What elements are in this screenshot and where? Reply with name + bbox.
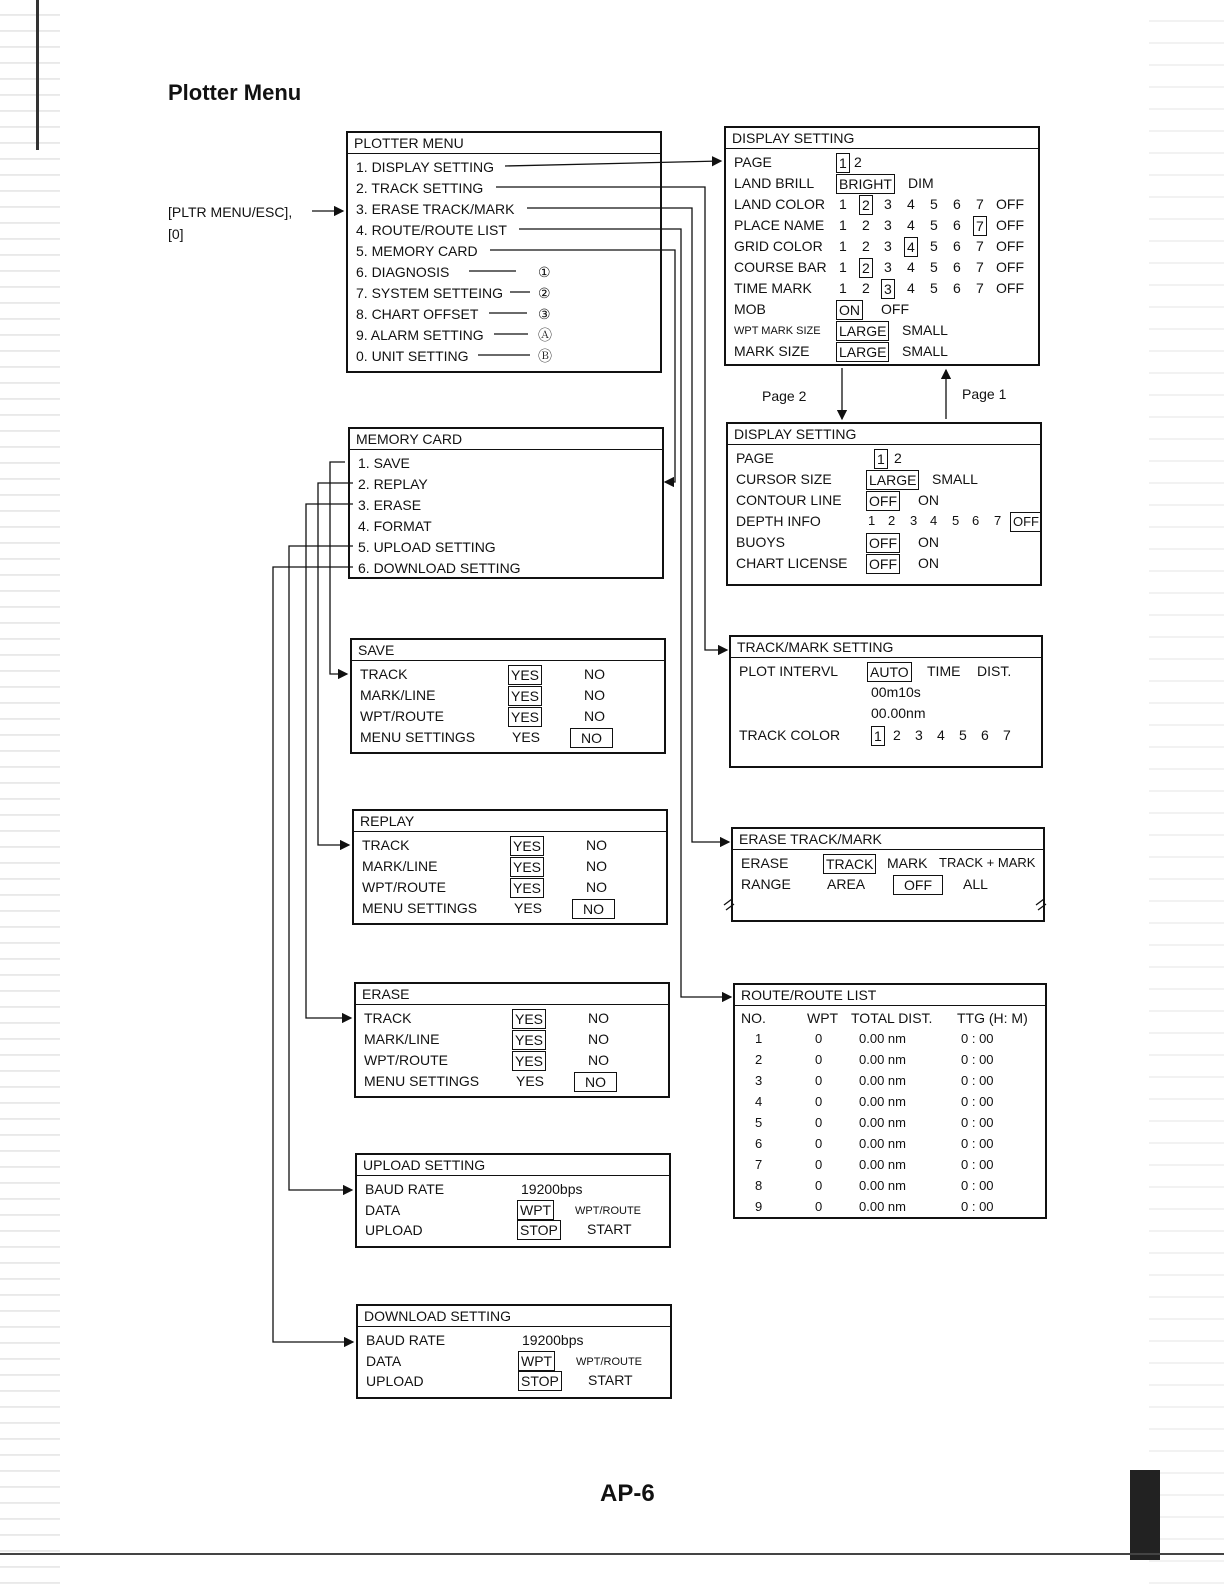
memory-card-box xyxy=(348,427,664,579)
tm-color-6[interactable]: 6 xyxy=(981,727,989,743)
page1-label: Page 1 xyxy=(962,386,1007,402)
display-setting-page1-box xyxy=(724,126,1040,366)
ds1-time-mark-opt-4[interactable]: 4 xyxy=(907,280,915,296)
download-stop[interactable]: STOP xyxy=(518,1371,562,1391)
scan-right-mark xyxy=(1130,1470,1160,1560)
menu-item-system-setting[interactable]: 7. SYSTEM SETTEING xyxy=(356,285,504,301)
route-row-6-no: 6 xyxy=(755,1136,763,1151)
ds1-wpt-mark-large[interactable]: LARGE xyxy=(836,321,889,341)
tm-label-plot-interval: PLOT INTERVL xyxy=(739,663,839,679)
ds2-label-page: PAGE xyxy=(736,450,774,466)
ds1-label-course-bar: COURSE BAR xyxy=(734,259,827,275)
ds1-label-mark-size: MARK SIZE xyxy=(734,343,810,359)
replay-yes-3[interactable]: YES xyxy=(514,900,543,916)
ds1-land-color-opt-3[interactable]: 3 xyxy=(884,196,892,212)
route-row-3-dist: 0.00 nm xyxy=(859,1073,906,1088)
erase-no-1[interactable]: NO xyxy=(588,1031,609,1047)
key-label-line-2: [0] xyxy=(168,226,184,242)
erase-no-3[interactable]: NO xyxy=(574,1072,617,1092)
etm-erase-track-mark[interactable]: TRACK + MARK xyxy=(939,855,1036,870)
tm-color-3[interactable]: 3 xyxy=(915,727,923,743)
route-col-total-dist: TOTAL DIST. xyxy=(851,1010,933,1026)
memory-card-title: MEMORY CARD xyxy=(350,429,662,450)
scan-left-line xyxy=(36,0,39,150)
route-col-ttg: TTG (H: M) xyxy=(957,1010,1028,1026)
erase-yes-1[interactable]: YES xyxy=(512,1030,546,1050)
replay-label-0: TRACK xyxy=(362,837,410,853)
ds1-time-mark-opt-3[interactable]: 3 xyxy=(881,279,895,299)
ds1-grid-color-opt-off[interactable]: OFF xyxy=(996,238,1024,254)
download-data-wpt-route[interactable]: WPT/ROUTE xyxy=(576,1356,642,1368)
menu-item-diagnosis[interactable]: 6. DIAGNOSIS xyxy=(356,264,450,280)
save-no-1[interactable]: NO xyxy=(584,687,605,703)
download-baud-value[interactable]: 19200bps xyxy=(522,1332,584,1348)
menu-item-alarm-setting[interactable]: 9. ALARM SETTING xyxy=(356,327,484,343)
erase-label-2: WPT/ROUTE xyxy=(364,1052,448,1068)
replay-title: REPLAY xyxy=(354,811,666,832)
route-row-7-dist: 0.00 nm xyxy=(859,1157,906,1172)
ds2-depth-opt-7[interactable]: 7 xyxy=(994,513,1002,528)
route-row-1-ttg: 0 : 00 xyxy=(961,1031,994,1046)
save-yes-0[interactable]: YES xyxy=(508,665,542,685)
tm-interval-auto[interactable]: AUTO xyxy=(867,662,912,682)
ds2-label-depth-info: DEPTH INFO xyxy=(736,513,821,529)
ds2-buoys-on[interactable]: ON xyxy=(918,534,939,550)
plotter-menu-box xyxy=(346,131,662,373)
scan-right-edge xyxy=(1149,0,1224,1584)
ds2-buoys-off[interactable]: OFF xyxy=(866,533,900,553)
route-row-6-dist: 0.00 nm xyxy=(859,1136,906,1151)
route-row-9-no: 9 xyxy=(755,1199,763,1214)
ds1-grid-color-opt-4[interactable]: 4 xyxy=(904,237,918,257)
ds2-depth-opt-2[interactable]: 2 xyxy=(888,513,896,528)
ds2-page-2[interactable]: 2 xyxy=(894,450,902,466)
ds1-mark-size-large[interactable]: LARGE xyxy=(836,342,889,362)
ds1-land-color-opt-4[interactable]: 4 xyxy=(907,196,915,212)
tm-time-value[interactable]: 00m10s xyxy=(871,684,921,700)
ds1-course-bar-opt-1[interactable]: 1 xyxy=(839,259,847,275)
ds2-license-off[interactable]: OFF xyxy=(866,554,900,574)
save-label-3: MENU SETTINGS xyxy=(360,729,476,745)
mc-item-download-setting[interactable]: 6. DOWNLOAD SETTING xyxy=(358,560,521,576)
mc-item-replay[interactable]: 2. REPLAY xyxy=(358,476,428,492)
ds1-page-2[interactable]: 2 xyxy=(854,154,862,170)
route-row-6-wpt: 0 xyxy=(815,1136,823,1151)
upload-start[interactable]: START xyxy=(587,1221,632,1237)
route-row-7-no: 7 xyxy=(755,1157,763,1172)
ds1-course-bar-opt-4[interactable]: 4 xyxy=(907,259,915,275)
menu-item-unit-setting[interactable]: 0. UNIT SETTING xyxy=(356,348,469,364)
menu-item-memory-card[interactable]: 5. MEMORY CARD xyxy=(356,243,478,259)
route-row-2-dist: 0.00 nm xyxy=(859,1052,906,1067)
erase-label-1: MARK/LINE xyxy=(364,1031,440,1047)
tm-color-1[interactable]: 1 xyxy=(871,726,885,746)
ds2-label-chart-license: CHART LICENSE xyxy=(736,555,848,571)
route-list-title: ROUTE/ROUTE LIST xyxy=(735,985,1045,1006)
replay-label-1: MARK/LINE xyxy=(362,858,438,874)
ds1-label-land-brill: LAND BRILL xyxy=(734,175,815,191)
page-number: AP-6 xyxy=(600,1480,655,1507)
route-row-6-ttg: 0 : 00 xyxy=(961,1136,994,1151)
route-row-1-dist: 0.00 nm xyxy=(859,1031,906,1046)
save-box xyxy=(350,638,666,754)
key-label xyxy=(168,201,292,245)
tm-interval-dist[interactable]: DIST. xyxy=(977,663,1012,679)
route-row-8-wpt: 0 xyxy=(815,1178,823,1193)
download-setting-box xyxy=(356,1304,672,1399)
erase-track-mark-box xyxy=(731,827,1045,922)
route-row-9-dist: 0.00 nm xyxy=(859,1199,906,1214)
tm-color-5[interactable]: 5 xyxy=(959,727,967,743)
erase-yes-3[interactable]: YES xyxy=(516,1073,545,1089)
route-row-4-ttg: 0 : 00 xyxy=(961,1094,994,1109)
ds1-time-mark-opt-off[interactable]: OFF xyxy=(996,280,1024,296)
ds1-page-1[interactable]: 1 xyxy=(836,153,850,173)
download-title: DOWNLOAD SETTING xyxy=(358,1306,670,1327)
tm-label-track-color: TRACK COLOR xyxy=(739,727,841,743)
erase-track-mark-title: ERASE TRACK/MARK xyxy=(733,829,1043,850)
ds1-land-color-opt-off[interactable]: OFF xyxy=(996,196,1024,212)
marker-1: ① xyxy=(538,264,551,280)
ds1-grid-color-opt-5[interactable]: 5 xyxy=(930,238,938,254)
ds1-label-mob: MOB xyxy=(734,301,766,317)
scan-bottom-line xyxy=(0,1553,1224,1555)
page2-label: Page 2 xyxy=(762,388,807,404)
download-label-upload: UPLOAD xyxy=(366,1373,424,1389)
save-label-2: WPT/ROUTE xyxy=(360,708,444,724)
ds1-land-color-opt-1[interactable]: 1 xyxy=(839,196,847,212)
mc-item-upload-setting[interactable]: 5. UPLOAD SETTING xyxy=(358,539,496,555)
mc-item-format[interactable]: 4. FORMAT xyxy=(358,518,432,534)
ds1-grid-color-opt-2[interactable]: 2 xyxy=(862,238,870,254)
route-row-3-ttg: 0 : 00 xyxy=(961,1073,994,1088)
ds1-course-bar-opt-2[interactable]: 2 xyxy=(859,258,873,278)
ds1-mob-on[interactable]: ON xyxy=(836,300,863,320)
display-setting-2-title: DISPLAY SETTING xyxy=(728,424,1040,445)
ds1-label-grid-color: GRID COLOR xyxy=(734,238,823,254)
route-col-no: NO. xyxy=(741,1010,766,1026)
mc-item-save[interactable]: 1. SAVE xyxy=(358,455,410,471)
ds1-mark-size-small[interactable]: SMALL xyxy=(902,343,948,359)
upload-title: UPLOAD SETTING xyxy=(357,1155,669,1176)
upload-setting-box xyxy=(355,1153,671,1248)
ds1-grid-color-opt-1[interactable]: 1 xyxy=(839,238,847,254)
menu-item-erase-track-mark[interactable]: 3. ERASE TRACK/MARK xyxy=(356,201,515,217)
route-row-8-ttg: 0 : 00 xyxy=(961,1178,994,1193)
ds1-land-brill-dim[interactable]: DIM xyxy=(908,175,934,191)
replay-label-3: MENU SETTINGS xyxy=(362,900,478,916)
download-data-wpt[interactable]: WPT xyxy=(518,1351,555,1371)
download-label-baud: BAUD RATE xyxy=(366,1332,446,1348)
marker-2: ② xyxy=(538,285,551,301)
ds2-depth-opt-4[interactable]: 4 xyxy=(930,513,938,528)
upload-label-baud: BAUD RATE xyxy=(365,1181,445,1197)
save-no-3[interactable]: NO xyxy=(570,728,613,748)
replay-yes-1[interactable]: YES xyxy=(510,857,544,877)
ds2-depth-opt-6[interactable]: 6 xyxy=(972,513,980,528)
route-row-1-no: 1 xyxy=(755,1031,763,1046)
route-row-4-wpt: 0 xyxy=(815,1094,823,1109)
replay-yes-0[interactable]: YES xyxy=(510,836,544,856)
erase-no-2[interactable]: NO xyxy=(588,1052,609,1068)
route-row-9-wpt: 0 xyxy=(815,1199,823,1214)
route-row-2-no: 2 xyxy=(755,1052,763,1067)
ds1-place-name-opt-2[interactable]: 2 xyxy=(862,217,870,233)
upload-data-wpt-route[interactable]: WPT/ROUTE xyxy=(575,1205,641,1217)
erase-label-3: MENU SETTINGS xyxy=(364,1073,480,1089)
replay-label-2: WPT/ROUTE xyxy=(362,879,446,895)
replay-no-0[interactable]: NO xyxy=(586,837,607,853)
ds1-wpt-mark-small[interactable]: SMALL xyxy=(902,322,948,338)
erase-yes-2[interactable]: YES xyxy=(512,1051,546,1071)
upload-data-wpt[interactable]: WPT xyxy=(517,1200,554,1220)
ds1-course-bar-opt-off[interactable]: OFF xyxy=(996,259,1024,275)
mc-item-erase[interactable]: 3. ERASE xyxy=(358,497,422,513)
route-row-5-ttg: 0 : 00 xyxy=(961,1115,994,1130)
ds1-grid-color-opt-6[interactable]: 6 xyxy=(953,238,961,254)
save-yes-2[interactable]: YES xyxy=(508,707,542,727)
ds2-depth-opt-3[interactable]: 3 xyxy=(910,513,918,528)
route-row-2-wpt: 0 xyxy=(815,1052,823,1067)
tm-interval-time[interactable]: TIME xyxy=(927,663,961,679)
etm-range-all[interactable]: ALL xyxy=(963,876,988,892)
ds1-label-time-mark: TIME MARK xyxy=(734,280,812,296)
route-row-8-no: 8 xyxy=(755,1178,763,1193)
save-yes-1[interactable]: YES xyxy=(508,686,542,706)
track-mark-setting-box xyxy=(729,635,1043,768)
menu-item-track-setting[interactable]: 2. TRACK SETTING xyxy=(356,180,484,196)
upload-stop[interactable]: STOP xyxy=(517,1220,561,1240)
upload-label-upload: UPLOAD xyxy=(365,1222,423,1238)
replay-yes-2[interactable]: YES xyxy=(510,878,544,898)
replay-no-2[interactable]: NO xyxy=(586,879,607,895)
route-row-4-dist: 0.00 nm xyxy=(859,1094,906,1109)
display-setting-page2-box xyxy=(726,422,1042,586)
ds1-time-mark-opt-6[interactable]: 6 xyxy=(953,280,961,296)
ds1-place-name-opt-off[interactable]: OFF xyxy=(996,217,1024,233)
route-row-5-dist: 0.00 nm xyxy=(859,1115,906,1130)
ds1-place-name-opt-5[interactable]: 5 xyxy=(930,217,938,233)
page-title: Plotter Menu xyxy=(168,80,302,105)
ds2-cursor-large[interactable]: LARGE xyxy=(866,470,919,490)
save-title: SAVE xyxy=(352,640,664,661)
erase-no-0[interactable]: NO xyxy=(588,1010,609,1026)
route-row-3-wpt: 0 xyxy=(815,1073,823,1088)
ds1-place-name-opt-7[interactable]: 7 xyxy=(973,216,987,236)
key-label-line-1: [PLTR MENU/ESC], xyxy=(168,204,293,220)
ds2-license-on[interactable]: ON xyxy=(918,555,939,571)
marker-3: ③ xyxy=(538,306,551,322)
ds1-mob-off[interactable]: OFF xyxy=(881,301,909,317)
ds1-label-wpt-mark-size: WPT MARK SIZE xyxy=(734,325,821,337)
ds2-label-cursor-size: CURSOR SIZE xyxy=(736,471,832,487)
ds1-place-name-opt-4[interactable]: 4 xyxy=(907,217,915,233)
ds1-label-page: PAGE xyxy=(734,154,772,170)
marker-a: Ⓐ xyxy=(538,327,552,343)
plotter-menu-title: PLOTTER MENU xyxy=(348,133,660,154)
tm-dist-value[interactable]: 00.00nm xyxy=(871,705,926,721)
save-label-1: MARK/LINE xyxy=(360,687,436,703)
ds1-grid-color-opt-7[interactable]: 7 xyxy=(976,238,984,254)
menu-item-route-list[interactable]: 4. ROUTE/ROUTE LIST xyxy=(356,222,507,238)
ds2-contour-off[interactable]: OFF xyxy=(866,491,900,511)
ds1-time-mark-opt-2[interactable]: 2 xyxy=(862,280,870,296)
download-label-data: DATA xyxy=(366,1353,402,1369)
tm-color-7[interactable]: 7 xyxy=(1003,727,1011,743)
ds1-course-bar-opt-3[interactable]: 3 xyxy=(884,259,892,275)
ds1-time-mark-opt-7[interactable]: 7 xyxy=(976,280,984,296)
etm-range-off[interactable]: OFF xyxy=(893,875,943,895)
route-row-8-dist: 0.00 nm xyxy=(859,1178,906,1193)
scan-left-edge xyxy=(0,0,60,1584)
erase-title: ERASE xyxy=(356,984,668,1005)
route-row-4-no: 4 xyxy=(755,1094,763,1109)
menu-item-chart-offset[interactable]: 8. CHART OFFSET xyxy=(356,306,479,322)
ds2-depth-opt-off[interactable]: OFF xyxy=(1010,512,1042,532)
ds1-place-name-opt-1[interactable]: 1 xyxy=(839,217,847,233)
ds1-land-color-opt-7[interactable]: 7 xyxy=(976,196,984,212)
ds2-label-buoys: BUOYS xyxy=(736,534,786,550)
ds1-course-bar-opt-6[interactable]: 6 xyxy=(953,259,961,275)
save-label-0: TRACK xyxy=(360,666,408,682)
replay-no-3[interactable]: NO xyxy=(572,899,615,919)
etm-label-erase: ERASE xyxy=(741,855,789,871)
ds1-course-bar-opt-5[interactable]: 5 xyxy=(930,259,938,275)
ds1-course-bar-opt-7[interactable]: 7 xyxy=(976,259,984,275)
erase-box xyxy=(354,982,670,1098)
route-row-9-ttg: 0 : 00 xyxy=(961,1199,994,1214)
route-col-wpt: WPT xyxy=(807,1010,839,1026)
tm-color-4[interactable]: 4 xyxy=(937,727,945,743)
route-row-5-wpt: 0 xyxy=(815,1115,823,1130)
save-no-0[interactable]: NO xyxy=(584,666,605,682)
track-mark-title: TRACK/MARK SETTING xyxy=(731,637,1041,658)
etm-erase-track[interactable]: TRACK xyxy=(823,854,876,874)
erase-yes-0[interactable]: YES xyxy=(512,1009,546,1029)
route-row-1-wpt: 0 xyxy=(815,1031,823,1046)
ds1-land-color-opt-5[interactable]: 5 xyxy=(930,196,938,212)
marker-b: Ⓑ xyxy=(538,348,552,364)
route-row-7-ttg: 0 : 00 xyxy=(961,1157,994,1172)
replay-no-1[interactable]: NO xyxy=(586,858,607,874)
ds1-time-mark-opt-5[interactable]: 5 xyxy=(930,280,938,296)
route-row-3-no: 3 xyxy=(755,1073,763,1088)
replay-box xyxy=(352,809,668,925)
ds1-time-mark-opt-1[interactable]: 1 xyxy=(839,280,847,296)
ds2-depth-opt-5[interactable]: 5 xyxy=(952,513,960,528)
route-list-box xyxy=(733,983,1047,1219)
ds2-cursor-small[interactable]: SMALL xyxy=(932,471,978,487)
ds1-land-color-opt-6[interactable]: 6 xyxy=(953,196,961,212)
ds2-page-1[interactable]: 1 xyxy=(874,449,888,469)
ds1-grid-color-opt-3[interactable]: 3 xyxy=(884,238,892,254)
upload-baud-value[interactable]: 19200bps xyxy=(521,1181,583,1197)
ds1-land-brill-bright[interactable]: BRIGHT xyxy=(836,174,895,194)
ds1-label-place-name: PLACE NAME xyxy=(734,217,825,233)
route-row-2-ttg: 0 : 00 xyxy=(961,1052,994,1067)
etm-range-area[interactable]: AREA xyxy=(827,876,866,892)
route-row-7-wpt: 0 xyxy=(815,1157,823,1172)
tm-color-2[interactable]: 2 xyxy=(893,727,901,743)
ds1-place-name-opt-6[interactable]: 6 xyxy=(953,217,961,233)
display-setting-title: DISPLAY SETTING xyxy=(726,128,1038,149)
route-row-5-no: 5 xyxy=(755,1115,763,1130)
ds2-label-contour-line: CONTOUR LINE xyxy=(736,492,842,508)
erase-label-0: TRACK xyxy=(364,1010,412,1026)
etm-label-range: RANGE xyxy=(741,876,791,892)
etm-erase-mark[interactable]: MARK xyxy=(887,855,928,871)
ds2-depth-opt-1[interactable]: 1 xyxy=(868,513,876,528)
upload-label-data: DATA xyxy=(365,1202,401,1218)
save-yes-3[interactable]: YES xyxy=(512,729,541,745)
ds2-contour-on[interactable]: ON xyxy=(918,492,939,508)
menu-item-display-setting[interactable]: 1. DISPLAY SETTING xyxy=(356,159,494,175)
ds1-label-land-color: LAND COLOR xyxy=(734,196,826,212)
download-start[interactable]: START xyxy=(588,1372,633,1388)
save-no-2[interactable]: NO xyxy=(584,708,605,724)
ds1-land-color-opt-2[interactable]: 2 xyxy=(859,195,873,215)
ds1-place-name-opt-3[interactable]: 3 xyxy=(884,217,892,233)
